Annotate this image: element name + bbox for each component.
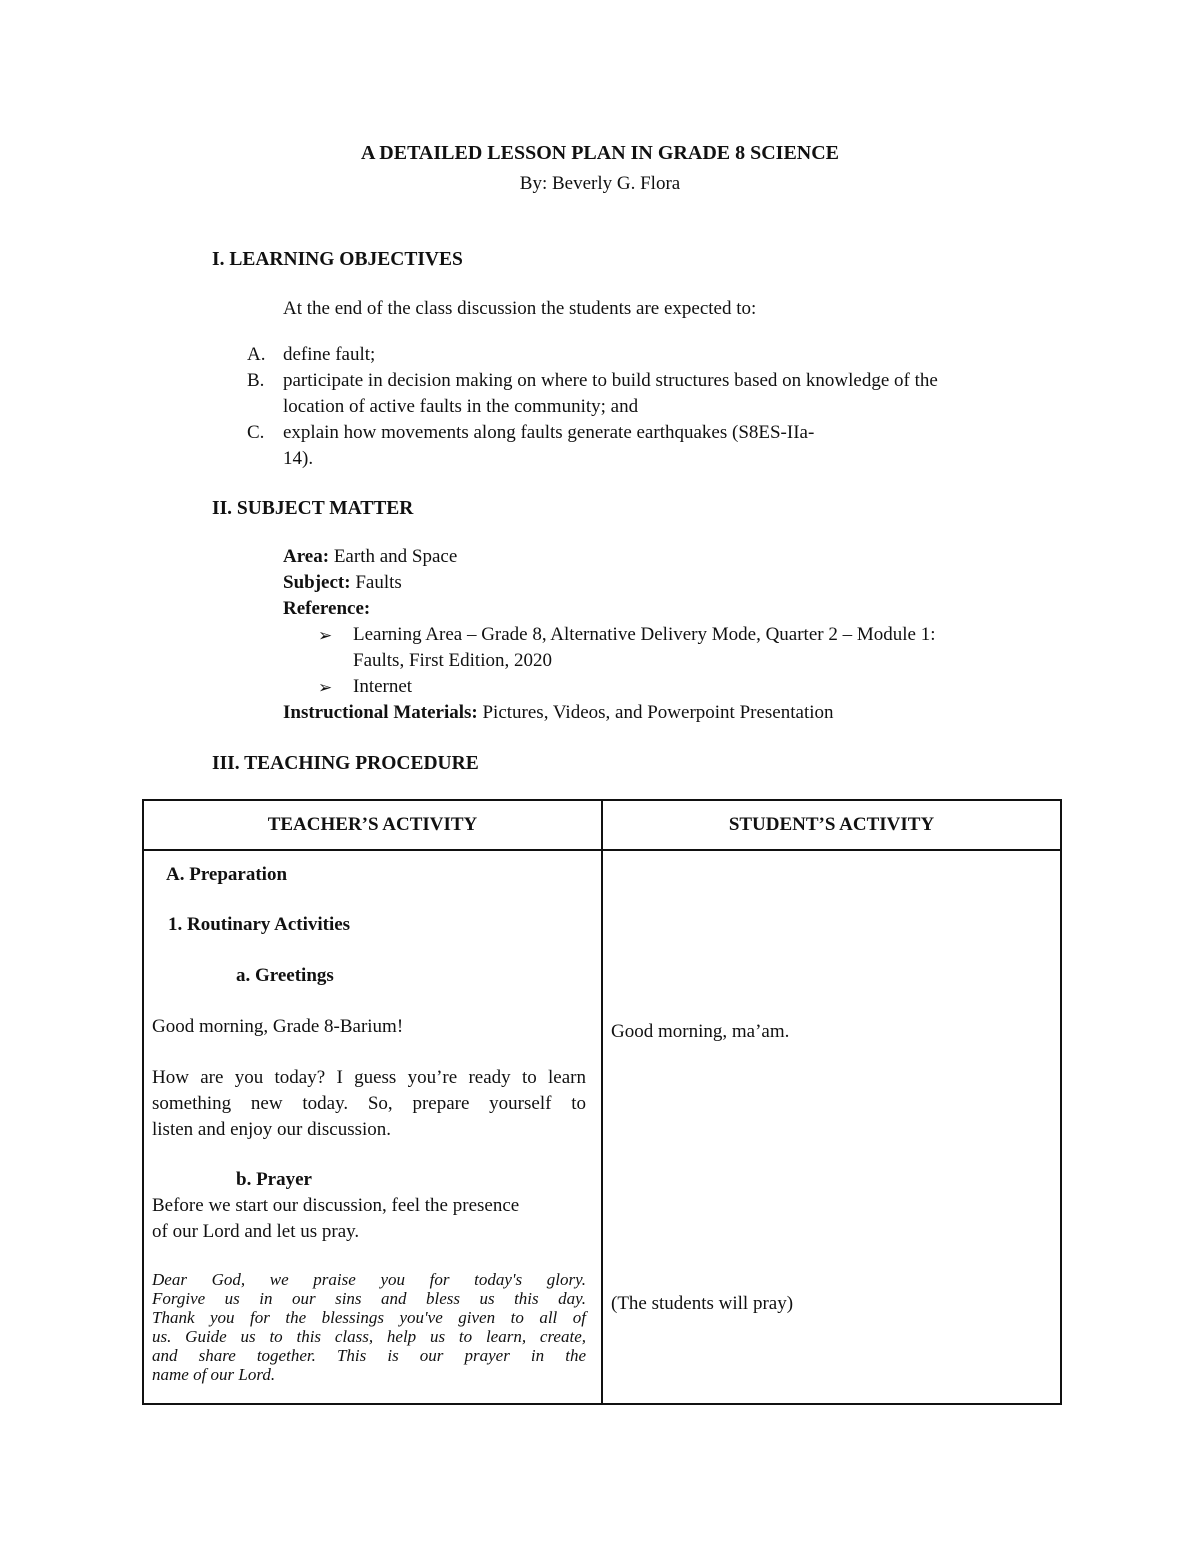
procedure-table: [142, 799, 1062, 1405]
student-prayer: (The students will pray): [611, 1293, 794, 1314]
prayer-intro-line-2: of our Lord and let us pray.: [152, 1221, 360, 1242]
area-label: Area:: [283, 546, 330, 567]
header-student-activity: STUDENT’S ACTIVITY: [602, 800, 1061, 850]
how-are-you-line-1: How are you today? I guess you’re ready to learn: [152, 1067, 586, 1088]
document-author: By: Beverly G. Flora: [519, 173, 681, 194]
greetings-heading: a. Greetings: [236, 965, 334, 986]
objective-c-line-1: explain how movements along faults generate earthquakes (S8ES-IIa-: [283, 422, 815, 443]
reference-1-line-2: Faults, First Edition, 2020: [353, 650, 552, 671]
table-header-row: [143, 800, 1061, 850]
prayer-line-4: us. Guide us to this class, help us to learn, create,: [152, 1327, 586, 1346]
reference-label: Reference:: [283, 598, 371, 619]
document-title: A DETAILED LESSON PLAN IN GRADE 8 SCIENCE: [360, 142, 840, 164]
header-teacher-activity: TEACHER’S ACTIVITY: [143, 800, 602, 850]
prayer-line-3: Thank you for the blessings you've given to all of: [152, 1308, 586, 1327]
section-heading-procedure: III. TEACHING PROCEDURE: [212, 753, 479, 774]
area-line: [283, 546, 457, 568]
how-are-you-line-2: something new today. So, prepare yourself to: [152, 1093, 586, 1114]
routinary-heading: 1. Routinary Activities: [168, 914, 351, 935]
section-heading-subject-matter: II. SUBJECT MATTER: [212, 498, 414, 519]
teacher-activity-cell: [143, 850, 602, 1404]
table-row: [143, 850, 1061, 1404]
objective-c-line-2: 14).: [283, 448, 314, 469]
section-heading-objectives: I. LEARNING OBJECTIVES: [212, 249, 463, 270]
prayer-line-6: name of our Lord.: [152, 1365, 276, 1384]
teacher-greeting: Good morning, Grade 8-Barium!: [152, 1016, 404, 1037]
how-are-you-line-3: listen and enjoy our discussion.: [152, 1119, 392, 1140]
materials-value: Pictures, Videos, and Powerpoint Presentation: [477, 702, 834, 723]
arrow-bullet-icon: ➢: [318, 626, 333, 645]
subject-line: [283, 572, 402, 594]
prayer-heading: b. Prayer: [236, 1169, 312, 1190]
reference-2-line-1: Internet: [353, 676, 413, 697]
objective-letter-b: B.: [247, 370, 265, 391]
subject-value: Faults: [350, 572, 402, 593]
objective-b-line-2: location of active faults in the community; and: [283, 396, 639, 417]
prayer-line-1: Dear God, we praise you for today's glory.: [152, 1270, 586, 1289]
objective-a-line-1: define fault;: [283, 344, 376, 365]
prayer-line-2: Forgive us in our sins and bless us this day.: [152, 1289, 586, 1308]
objective-b-line-1: participate in decision making on where to build structures based on knowledge of the: [283, 370, 938, 391]
materials-label: Instructional Materials:: [283, 702, 478, 723]
materials-line: [283, 702, 834, 724]
arrow-bullet-icon: ➢: [318, 678, 333, 697]
prayer-line-5: and share together. This is our prayer in the: [152, 1346, 586, 1365]
reference-1-line-1: Learning Area – Grade 8, Alternative Delivery Mode, Quarter 2 – Module 1:: [353, 624, 936, 645]
area-value: Earth and Space: [329, 546, 458, 567]
objectives-intro: At the end of the class discussion the students are expected to:: [283, 298, 757, 319]
preparation-heading: A. Preparation: [166, 864, 288, 885]
subject-label: Subject:: [283, 572, 351, 593]
prayer-intro-line-1: Before we start our discussion, feel the presence: [152, 1195, 520, 1216]
student-activity-cell: [602, 850, 1061, 1404]
student-greeting: Good morning, ma’am.: [611, 1021, 790, 1042]
objective-letter-c: C.: [247, 422, 265, 443]
objective-letter-a: A.: [247, 344, 266, 365]
